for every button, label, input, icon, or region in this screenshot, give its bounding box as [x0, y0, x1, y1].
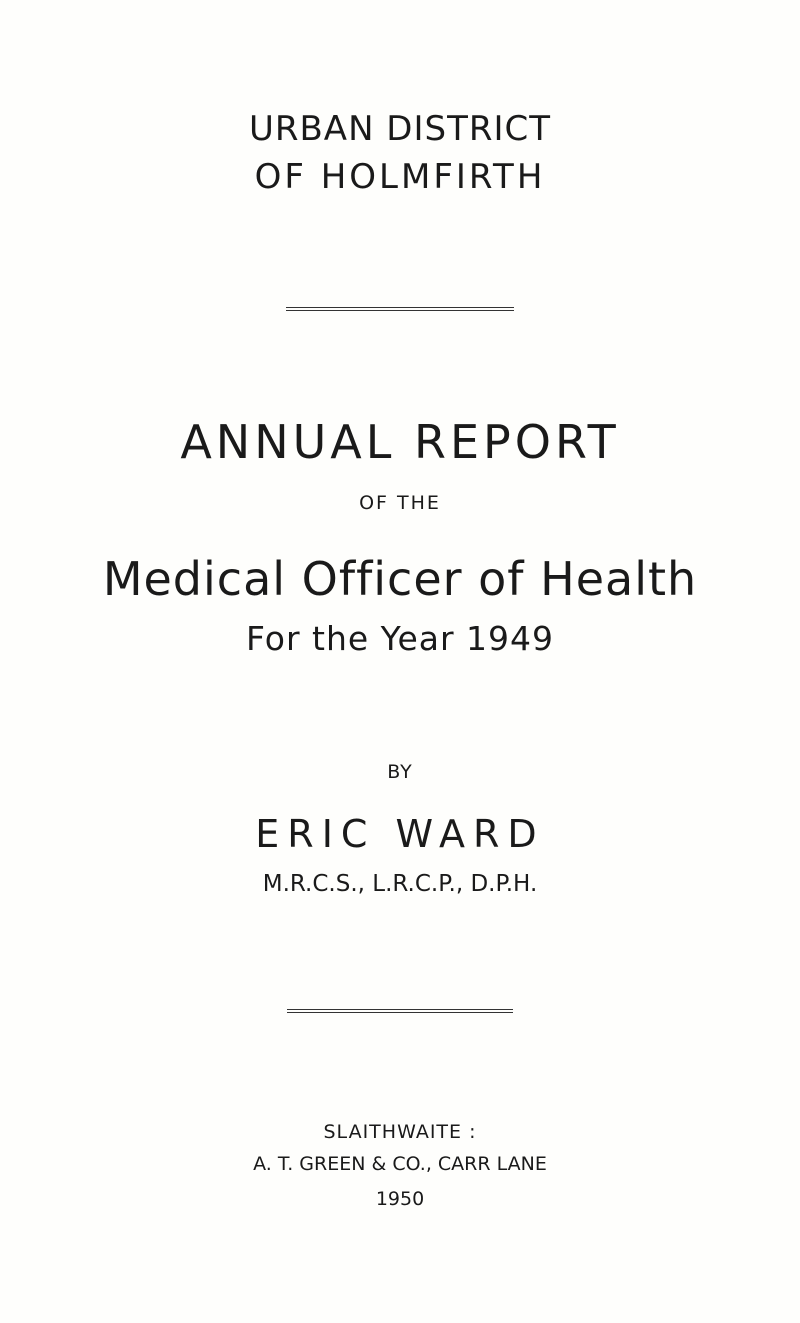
report-title: ANNUAL REPORT	[180, 415, 620, 469]
district-name-line-2: OF HOLMFIRTH	[254, 157, 546, 197]
publication-year: 1950	[375, 1188, 425, 1210]
top-divider	[286, 307, 514, 311]
title-connector: OF THE	[359, 492, 441, 514]
report-year: For the Year 1949	[245, 619, 555, 658]
district-name-line-1: URBAN DISTRICT	[248, 109, 552, 149]
author-qualifications: M.R.C.S., L.R.C.P., D.P.H.	[262, 871, 538, 897]
report-subject: Medical Officer of Health	[102, 552, 698, 606]
printer-name: A. T. GREEN & CO., CARR LANE	[253, 1153, 547, 1175]
printer-location: SLAITHWAITE :	[323, 1121, 477, 1143]
bottom-divider	[287, 1009, 513, 1013]
by-label: BY	[387, 761, 413, 783]
author-name: ERIC WARD	[255, 812, 545, 856]
